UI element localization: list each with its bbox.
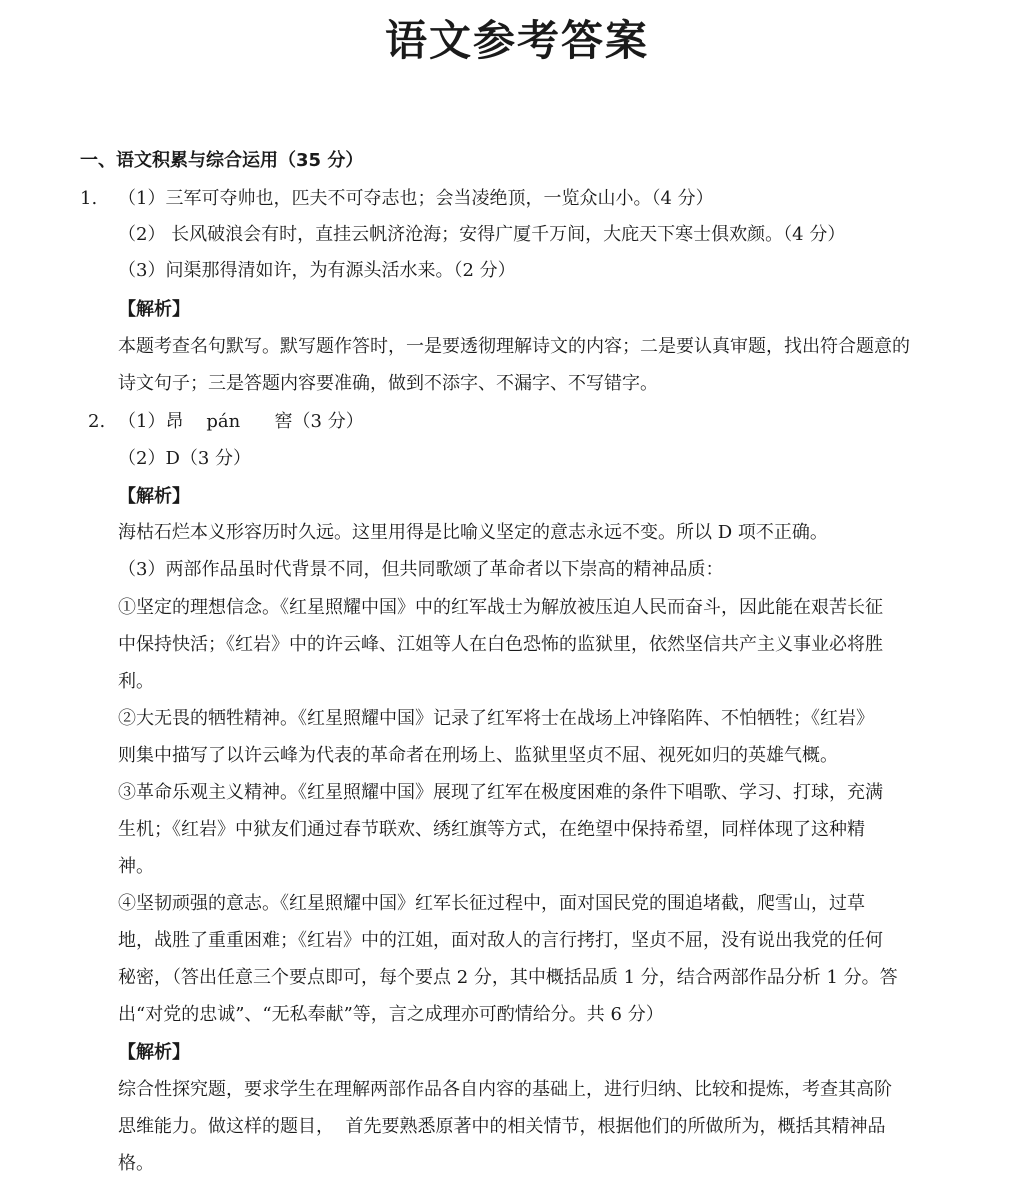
- question-number: 2.: [88, 411, 106, 432]
- q2-part2-answer: （2）D（3 分）: [118, 448, 252, 469]
- page-title: 语文参考答案: [384, 16, 649, 65]
- q2-answer-line: 则集中描写了以许云峰为代表的革命者在刑场上、监狱里坚贞不屈、视死如归的英雄气概。: [118, 745, 838, 766]
- q1-analysis-line: 诗文句子；三是答题内容要准确，做到不添字、不漏字、不写错字。: [118, 373, 658, 394]
- q2-answer-line: ③革命乐观主义精神。《红星照耀中国》展现了红军在极度困难的条件下唱歌、学习、打球，充满: [118, 782, 883, 803]
- q2-answer-line: ①坚定的理想信念。《红星照耀中国》中的红军战士为解放被压迫人民而奋斗，因此能在艰苦长征: [118, 597, 883, 618]
- q2-analysis-line: 综合性探究题，要求学生在理解两部作品各自内容的基础上，进行归纳、比较和提炼，考查其高阶: [118, 1079, 892, 1100]
- q1-answer-line: （1）三军可夺帅也，匹夫不可夺志也；会当凌绝顶，一览众山小。（4 分）: [118, 188, 714, 209]
- analysis-label: 【解析】: [118, 299, 190, 320]
- q2-part1-answer: （1）昂 pán 窖（3 分）: [118, 411, 364, 432]
- q2-answer-line: ②大无畏的牺牲精神。《红星照耀中国》记录了红军将士在战场上冲锋陷阵、不怕牺牲；《红岩》: [118, 708, 874, 729]
- q2-answer-line: 地，战胜了重重困难；《红岩》中的江姐，面对敌人的言行拷打，坚贞不屈，没有说出我党的任何: [118, 930, 883, 951]
- q2-answer-line: ④坚韧顽强的意志。《红星照耀中国》红军长征过程中，面对国民党的围追堵截，爬雪山，过草: [118, 893, 865, 914]
- q2-answer-line: 出“对党的忠诚”、“无私奉献”等，言之成理亦可酌情给分。共 6 分）: [118, 1004, 664, 1025]
- q2-answer-line: 神。: [118, 856, 154, 877]
- q2-part3-intro: （3）两部作品虽时代背景不同，但共同歌颂了革命者以下崇高的精神品质：: [118, 559, 724, 580]
- q1-analysis-line: 本题考查名句默写。默写题作答时，一是要透彻理解诗文的内容；二是要认真审题，找出符合题意的: [118, 336, 910, 357]
- q2-answer-line: 利。: [118, 671, 154, 692]
- q1-answer-line: （2） 长风破浪会有时，直挂云帆济沧海；安得广厦千万间，大庇天下寒士俱欢颜。（4 分）: [118, 224, 846, 245]
- analysis-label: 【解析】: [118, 486, 190, 507]
- q2-answer-line: 生机；《红岩》中狱友们通过春节联欢、绣红旗等方式，在绝望中保持希望，同样体现了这种精: [118, 819, 865, 840]
- q2-answer-line: 秘密，（答出任意三个要点即可，每个要点 2 分，其中概括品质 1 分，结合两部作品分析 1 分。答: [118, 967, 898, 988]
- section-heading: 一、语文积累与综合运用（35 分）: [80, 150, 364, 171]
- q2-analysis-line: 海枯石烂本义形容历时久远。这里用得是比喻义坚定的意志永远不变。所以 D 项不正确。: [118, 522, 828, 543]
- q2-analysis-line: 格。: [118, 1153, 154, 1174]
- q2-answer-line: 中保持快活；《红岩》中的许云峰、江姐等人在白色恐怖的监狱里，依然坚信共产主义事业必将胜: [118, 634, 883, 655]
- q1-answer-line: （3）问渠那得清如许，为有源头活水来。（2 分）: [118, 260, 516, 281]
- q2-analysis-line: 思维能力。做这样的题目， 首先要熟悉原著中的相关情节，根据他们的所做所为，概括其精神品: [118, 1116, 886, 1137]
- analysis-label: 【解析】: [118, 1042, 190, 1063]
- question-number: 1.: [80, 188, 98, 209]
